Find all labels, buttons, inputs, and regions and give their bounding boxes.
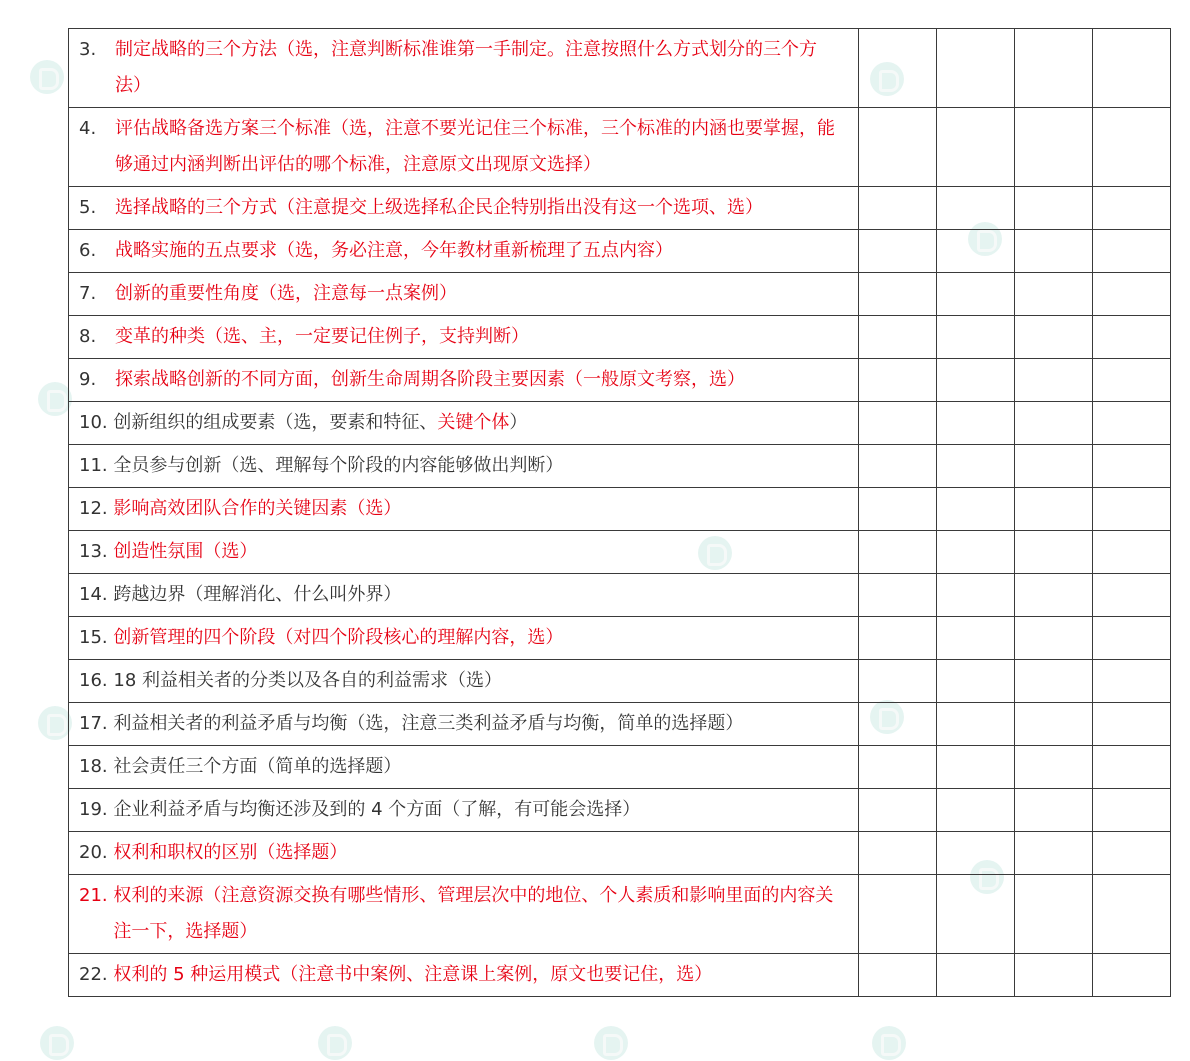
item-text — [115, 233, 840, 269]
checklist-mark-cell[interactable] — [937, 746, 1015, 789]
checklist-mark-cell[interactable] — [937, 531, 1015, 574]
checklist-mark-cell[interactable] — [1093, 316, 1171, 359]
item-text-normal: 利益相关者的利益矛盾与均衡（选，注意三类利益矛盾与均衡，简单的选择题） — [113, 713, 744, 734]
item-number: 5. — [79, 197, 97, 218]
checklist-mark-cell[interactable] — [1093, 187, 1171, 230]
checklist-mark-cell[interactable] — [1015, 789, 1093, 832]
item-text-highlight: 关键个体 — [437, 412, 510, 433]
checklist-mark-cell[interactable] — [1093, 875, 1171, 954]
checklist-mark-cell[interactable] — [859, 402, 937, 445]
item-text — [115, 111, 840, 183]
item-text-highlight: 影响高效团队合作的关键因素（选） — [113, 498, 402, 519]
checklist-mark-cell[interactable] — [1093, 359, 1171, 402]
checklist-row — [69, 273, 1171, 316]
item-text — [115, 276, 840, 312]
checklist-row — [69, 531, 1171, 574]
checklist-mark-cell[interactable] — [1015, 703, 1093, 746]
checklist-item-cell — [69, 108, 859, 187]
checklist-mark-cell[interactable] — [1093, 488, 1171, 531]
checklist-mark-cell[interactable] — [1093, 402, 1171, 445]
checklist-mark-cell[interactable] — [1093, 445, 1171, 488]
checklist-item-cell — [69, 617, 859, 660]
checklist-mark-cell[interactable] — [937, 954, 1015, 997]
checklist-row — [69, 789, 1171, 832]
checklist-row — [69, 954, 1171, 997]
item-text — [115, 319, 840, 355]
checklist-item-cell — [69, 359, 859, 402]
checklist-row — [69, 230, 1171, 273]
checklist-mark-cell[interactable] — [1015, 488, 1093, 531]
item-number: 4. — [79, 118, 97, 139]
checklist-mark-cell[interactable] — [1015, 746, 1093, 789]
watermark-logo-icon — [38, 382, 72, 416]
checklist-item-cell — [69, 531, 859, 574]
checklist-mark-cell[interactable] — [937, 832, 1015, 875]
checklist-item-cell — [69, 187, 859, 230]
checklist-mark-cell[interactable] — [1093, 29, 1171, 108]
checklist-mark-cell[interactable] — [937, 574, 1015, 617]
item-text — [115, 32, 840, 104]
checklist-row — [69, 660, 1171, 703]
item-text — [113, 878, 840, 950]
checklist-row — [69, 402, 1171, 445]
checklist-row — [69, 187, 1171, 230]
checklist-mark-cell[interactable] — [1015, 29, 1093, 108]
checklist-mark-cell[interactable] — [859, 703, 937, 746]
checklist-mark-cell[interactable] — [1015, 316, 1093, 359]
checklist-row — [69, 445, 1171, 488]
checklist-mark-cell[interactable] — [1015, 617, 1093, 660]
checklist-mark-cell[interactable] — [1093, 230, 1171, 273]
item-text-highlight: 创新管理的四个阶段（对四个阶段核心的理解内容，选） — [113, 627, 564, 648]
checklist-row — [69, 488, 1171, 531]
item-text — [113, 534, 840, 570]
item-text — [113, 620, 840, 656]
checklist-mark-cell[interactable] — [1015, 574, 1093, 617]
item-text-normal: 创新组织的组成要素（选，要素和特征、 — [113, 412, 438, 433]
checklist-item-cell — [69, 954, 859, 997]
item-number: 19. — [79, 799, 108, 820]
watermark-logo-icon — [30, 60, 64, 94]
checklist-mark-cell[interactable] — [937, 703, 1015, 746]
checklist-mark-cell[interactable] — [1015, 832, 1093, 875]
item-text — [115, 190, 840, 226]
checklist-row — [69, 29, 1171, 108]
checklist-mark-cell[interactable] — [859, 574, 937, 617]
checklist-mark-cell[interactable] — [859, 29, 937, 108]
checklist-mark-cell[interactable] — [937, 230, 1015, 273]
item-number: 22. — [79, 964, 108, 985]
item-number: 6. — [79, 240, 97, 261]
checklist-body — [69, 29, 1171, 997]
checklist-mark-cell[interactable] — [937, 108, 1015, 187]
checklist-mark-cell[interactable] — [859, 488, 937, 531]
watermark-logo-icon — [594, 1026, 628, 1060]
checklist-item-cell — [69, 875, 859, 954]
item-number: 7. — [79, 283, 97, 304]
checklist-row — [69, 316, 1171, 359]
checklist-item-cell — [69, 230, 859, 273]
checklist-mark-cell[interactable] — [1015, 531, 1093, 574]
item-text-highlight: 制定战略的三个方法（选，注意判断标准谁第一手制定。注意按照什么方式划分的三个方法） — [115, 39, 817, 96]
checklist-item-cell — [69, 574, 859, 617]
checklist-mark-cell[interactable] — [937, 789, 1015, 832]
item-number: 21. — [79, 885, 108, 906]
item-text-highlight: 探索战略创新的不同方面，创新生命周期各阶段主要因素（一般原文考察，选） — [115, 369, 745, 390]
item-number: 14. — [79, 584, 108, 605]
checklist-mark-cell[interactable] — [859, 832, 937, 875]
checklist-mark-cell[interactable] — [1015, 954, 1093, 997]
item-text-highlight: 战略实施的五点要求（选，务必注意，今年教材重新梳理了五点内容） — [115, 240, 673, 261]
checklist-mark-cell[interactable] — [937, 273, 1015, 316]
checklist-mark-cell[interactable] — [1093, 617, 1171, 660]
checklist-mark-cell[interactable] — [937, 488, 1015, 531]
checklist-mark-cell[interactable] — [1015, 402, 1093, 445]
item-text-normal: 社会责任三个方面（简单的选择题） — [113, 756, 402, 777]
checklist-mark-cell[interactable] — [859, 660, 937, 703]
checklist-mark-cell[interactable] — [859, 273, 937, 316]
item-text-highlight: 评估战略备选方案三个标准（选，注意不要光记住三个标准，三个标准的内涵也要掌握，能够通过内涵判断出评估的哪个标准，注意原文出现原文选择） — [115, 118, 835, 175]
item-text-highlight: 选择战略的三个方式（注意提交上级选择私企民企特别指出没有这一个选项、选） — [115, 197, 763, 218]
item-text — [113, 835, 840, 871]
checklist-mark-cell[interactable] — [937, 187, 1015, 230]
item-number: 9. — [79, 369, 97, 390]
checklist-mark-cell[interactable] — [1015, 230, 1093, 273]
checklist-mark-cell[interactable] — [1015, 875, 1093, 954]
checklist-mark-cell[interactable] — [937, 29, 1015, 108]
checklist-mark-cell[interactable] — [859, 617, 937, 660]
item-text-highlight: 权利和职权的区别（选择题） — [113, 842, 348, 863]
checklist-mark-cell[interactable] — [1015, 273, 1093, 316]
checklist-row — [69, 359, 1171, 402]
checklist-mark-cell[interactable] — [1015, 187, 1093, 230]
checklist-mark-cell[interactable] — [937, 359, 1015, 402]
checklist-mark-cell[interactable] — [859, 789, 937, 832]
item-number: 16. — [79, 670, 108, 691]
item-number: 13. — [79, 541, 108, 562]
item-text — [113, 491, 840, 527]
checklist-item-cell — [69, 445, 859, 488]
checklist-mark-cell[interactable] — [859, 359, 937, 402]
checklist-mark-cell[interactable] — [1093, 108, 1171, 187]
watermark-logo-icon — [40, 1026, 74, 1060]
watermark-logo-icon — [872, 1026, 906, 1060]
checklist-mark-cell[interactable] — [937, 316, 1015, 359]
checklist-mark-cell[interactable] — [937, 445, 1015, 488]
item-text — [113, 663, 840, 699]
checklist-item-cell — [69, 789, 859, 832]
checklist-item-cell — [69, 273, 859, 316]
checklist-row — [69, 746, 1171, 789]
item-number: 10. — [79, 412, 108, 433]
checklist-mark-cell[interactable] — [859, 531, 937, 574]
item-text-highlight: 权利的 5 种运用模式（注意书中案例、注意课上案例，原文也要记住，选） — [113, 964, 713, 985]
checklist-mark-cell[interactable] — [937, 402, 1015, 445]
checklist-mark-cell[interactable] — [859, 954, 937, 997]
item-number: 15. — [79, 627, 108, 648]
checklist-item-cell — [69, 488, 859, 531]
item-text-normal: 跨越边界（理解消化、什么叫外界） — [113, 584, 402, 605]
checklist-mark-cell[interactable] — [1093, 789, 1171, 832]
checklist-mark-cell[interactable] — [1015, 660, 1093, 703]
checklist-mark-cell[interactable] — [859, 230, 937, 273]
item-text — [113, 448, 840, 484]
checklist-item-cell — [69, 402, 859, 445]
checklist-row — [69, 108, 1171, 187]
checklist-mark-cell[interactable] — [1093, 954, 1171, 997]
checklist-mark-cell[interactable] — [1093, 660, 1171, 703]
item-text — [113, 957, 840, 993]
checklist-row — [69, 875, 1171, 954]
item-text-normal: 企业利益矛盾与均衡还涉及到的 4 个方面（了解，有可能会选择） — [113, 799, 641, 820]
item-text-normal: 18 利益相关者的分类以及各自的利益需求（选） — [113, 670, 502, 691]
checklist-item-cell — [69, 316, 859, 359]
checklist-item-cell — [69, 660, 859, 703]
item-text — [113, 577, 840, 613]
item-text — [115, 362, 840, 398]
watermark-logo-icon — [318, 1026, 352, 1060]
item-text-highlight: 变革的种类（选、主，一定要记住例子，支持判断） — [115, 326, 529, 347]
checklist-mark-cell[interactable] — [1093, 703, 1171, 746]
checklist-row — [69, 703, 1171, 746]
item-text — [113, 706, 840, 742]
checklist-mark-cell[interactable] — [1015, 108, 1093, 187]
checklist-row — [69, 574, 1171, 617]
checklist-mark-cell[interactable] — [1093, 746, 1171, 789]
item-number: 3. — [79, 39, 97, 60]
item-text-normal: 全员参与创新（选、理解每个阶段的内容能够做出判断） — [113, 455, 564, 476]
checklist-mark-cell[interactable] — [859, 875, 937, 954]
item-text-tail: ） — [509, 412, 528, 433]
checklist-mark-cell[interactable] — [937, 617, 1015, 660]
checklist-item-cell — [69, 29, 859, 108]
checklist-mark-cell[interactable] — [1093, 574, 1171, 617]
checklist-item-cell — [69, 703, 859, 746]
item-text — [113, 749, 840, 785]
item-text-highlight: 创造性氛围（选） — [113, 541, 258, 562]
checklist-mark-cell[interactable] — [937, 660, 1015, 703]
checklist-item-cell — [69, 832, 859, 875]
checklist-mark-cell[interactable] — [859, 316, 937, 359]
item-number: 8. — [79, 326, 97, 347]
checklist-item-cell — [69, 746, 859, 789]
item-text-highlight: 创新的重要性角度（选，注意每一点案例） — [115, 283, 457, 304]
checklist-mark-cell[interactable] — [1015, 359, 1093, 402]
watermark-logo-icon — [38, 706, 72, 740]
checklist-mark-cell[interactable] — [1093, 832, 1171, 875]
item-number: 20. — [79, 842, 108, 863]
item-number: 11. — [79, 455, 108, 476]
item-text — [113, 405, 840, 441]
item-number: 12. — [79, 498, 108, 519]
checklist-row — [69, 832, 1171, 875]
review-checklist-table — [68, 28, 1171, 997]
checklist-mark-cell[interactable] — [859, 445, 937, 488]
item-number: 17. — [79, 713, 108, 734]
checklist-mark-cell[interactable] — [1093, 273, 1171, 316]
item-number: 18. — [79, 756, 108, 777]
item-text — [113, 792, 840, 828]
checklist-mark-cell[interactable] — [859, 187, 937, 230]
checklist-mark-cell[interactable] — [1015, 445, 1093, 488]
checklist-mark-cell[interactable] — [937, 875, 1015, 954]
item-text-highlight: 权利的来源（注意资源交换有哪些情形、管理层次中的地位、个人素质和影响里面的内容关注一下，选择题） — [113, 885, 834, 942]
checklist-mark-cell[interactable] — [859, 108, 937, 187]
checklist-row — [69, 617, 1171, 660]
checklist-mark-cell[interactable] — [859, 746, 937, 789]
checklist-mark-cell[interactable] — [1093, 531, 1171, 574]
